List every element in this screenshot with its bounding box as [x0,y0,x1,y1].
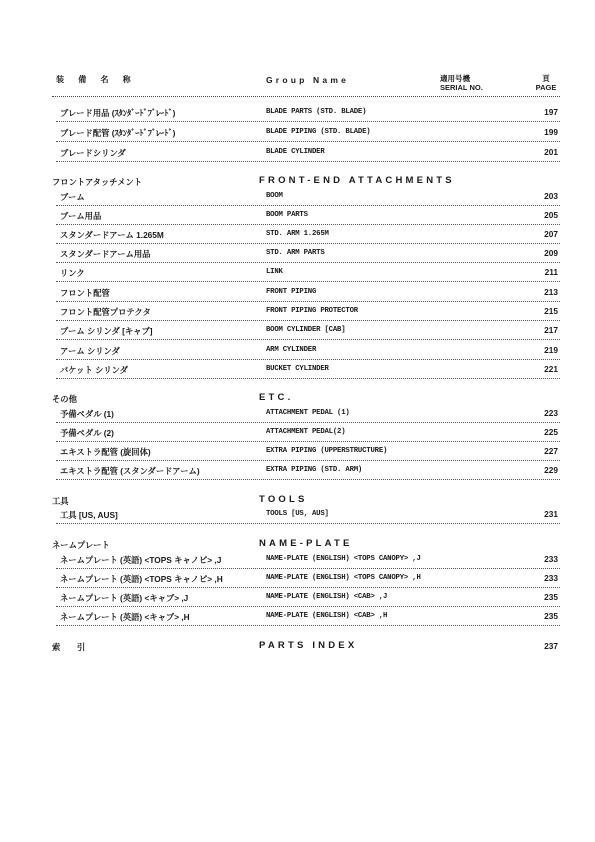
item-en-name: EXTRA PIPING (UPPERSTRUCTURE) [266,447,388,455]
item-jp-name: ブレード配管 (ｽﾀﾝﾀﾞｰﾄﾞﾌﾞﾚｰﾄﾞ) [60,128,176,138]
item-page: 213 [544,287,558,297]
section-en-title: PARTS INDEX [259,640,358,651]
section-jp-title: ネームプレート [52,540,110,550]
section-en-title: TOOLS [259,494,308,505]
list-item [56,443,560,461]
list-item [56,303,560,321]
item-jp-name: スタンダードアーム 1.265M [60,230,164,240]
item-jp-name: バケット シリンダ [60,365,128,375]
item-en-name: FRONT PIPING PROTECTOR [266,307,358,315]
list-item [56,570,560,588]
header-page [532,74,560,92]
list-item [56,589,560,607]
item-page: 233 [544,554,558,564]
header-serial-jp: 適用号機 [440,74,470,83]
item-page: 207 [544,229,558,239]
item-en-name: BUCKET CYLINDER [266,365,329,373]
item-jp-name: リンク [60,268,85,278]
item-page: 217 [544,325,558,335]
item-en-name: ATTACHMENT PEDAL(2) [266,428,346,436]
item-jp-name: フロント配管プロテクタ [60,307,151,317]
item-jp-name: ネームプレート (英語) <キャブ> ,J [60,593,189,603]
item-en-name: BLADE PARTS (STD. BLADE) [266,108,367,116]
header-page-jp: 頁 [542,74,550,83]
item-en-name: EXTRA PIPING (STD. ARM) [266,466,363,474]
item-en-name: BLADE PIPING (STD. BLADE) [266,128,371,136]
item-page: 221 [544,364,558,374]
item-jp-name: ブレード用品 (ｽﾀﾝﾀﾞｰﾄﾞﾌﾞﾚｰﾄﾞ) [60,108,176,118]
section-jp-title: 工具 [52,496,69,506]
item-jp-name: エキストラ配管 (旋回体) [60,447,151,457]
item-en-name: FRONT PIPING [266,288,317,296]
list-item [56,226,560,244]
item-page: 209 [544,248,558,258]
item-page: 205 [544,210,558,220]
section-jp-title: 索 引 [52,642,86,652]
item-jp-name: ブーム用品 [60,211,102,221]
item-jp-name: 工具 [US, AUS] [60,510,118,520]
item-en-name: BOOM CYLINDER [CAB] [266,326,346,334]
list-item [56,551,560,569]
header-en-title: Group Name [266,75,350,85]
item-en-name: ARM CYLINDER [266,346,317,354]
item-jp-name: アーム シリンダ [60,346,120,356]
item-page: 233 [544,573,558,583]
list-item [56,424,560,442]
item-en-name: NAME-PLATE (ENGLISH) <TOPS CANOPY> ,J [266,555,421,563]
item-jp-name: ネームプレート (英語) <TOPS キャノピ> ,J [60,555,222,565]
item-page: 203 [544,191,558,201]
item-page: 231 [544,509,558,519]
section-en-title: ETC. [259,392,294,403]
section-jp-title: その他 [52,394,77,404]
item-en-name: STD. ARM PARTS [266,249,325,257]
item-page: 235 [544,592,558,602]
list-item [56,144,560,162]
item-en-name: BOOM PARTS [266,211,308,219]
list-item [56,405,560,423]
header-jp-title: 装 備 名 称 [56,75,137,84]
item-page: 227 [544,446,558,456]
section-heading-etc [52,392,560,406]
item-page: 229 [544,465,558,475]
item-page: 215 [544,306,558,316]
item-page: 199 [544,127,558,137]
item-page: 219 [544,345,558,355]
section-heading-front [52,175,560,189]
list-item [56,361,560,379]
list-item [56,245,560,263]
list-item [56,284,560,302]
item-en-name: BLADE CYLINDER [266,148,325,156]
list-item [56,342,560,360]
item-jp-name: ブーム シリンダ [キャブ] [60,326,153,336]
item-jp-name: フロント配管 [60,288,110,298]
section-heading-index [52,640,560,654]
item-en-name: ATTACHMENT PEDAL (1) [266,409,350,417]
list-item [56,462,560,480]
item-jp-name: 予備ペダル (1) [60,409,114,419]
item-jp-name: ネームプレート (英語) <TOPS キャノピ> ,H [60,574,223,584]
list-item [56,104,560,122]
item-en-name: NAME-PLATE (ENGLISH) <TOPS CANOPY> ,H [266,574,421,582]
item-page: 235 [544,611,558,621]
item-page: 211 [544,267,558,277]
item-page: 225 [544,427,558,437]
list-item [56,188,560,206]
list-item [56,322,560,340]
item-jp-name: エキストラ配管 (スタンダードアーム) [60,466,200,476]
header-serial-en: SERIAL NO. [440,83,483,92]
item-en-name: TOOLS [US, AUS] [266,510,329,518]
item-en-name: NAME-PLATE (ENGLISH) <CAB> ,H [266,612,388,620]
header-serial [440,74,483,92]
item-jp-name: ブレードシリンダ [60,148,126,158]
list-item [56,264,560,282]
item-en-name: NAME-PLATE (ENGLISH) <CAB> ,J [266,593,388,601]
header-divider [52,96,560,97]
section-page: 237 [544,641,558,651]
item-jp-name: ブーム [60,192,85,202]
list-item [56,207,560,225]
section-en-title: FRONT-END ATTACHMENTS [259,175,455,186]
item-page: 197 [544,107,558,117]
section-jp-title: フロントアタッチメント [52,177,143,187]
list-item [56,608,560,626]
item-jp-name: 予備ペダル (2) [60,428,114,438]
item-jp-name: スタンダードアーム用品 [60,249,151,259]
item-en-name: STD. ARM 1.265M [266,230,329,238]
item-en-name: LINK [266,268,283,276]
item-page: 223 [544,408,558,418]
section-heading-nameplate [52,538,560,552]
item-page: 201 [544,147,558,157]
section-en-title: NAME-PLATE [259,538,353,549]
item-en-name: BOOM [266,192,283,200]
list-item [56,124,560,142]
item-jp-name: ネームプレート (英語) <キャブ> ,H [60,612,190,622]
list-item [56,506,560,524]
header-page-en: PAGE [535,83,557,92]
